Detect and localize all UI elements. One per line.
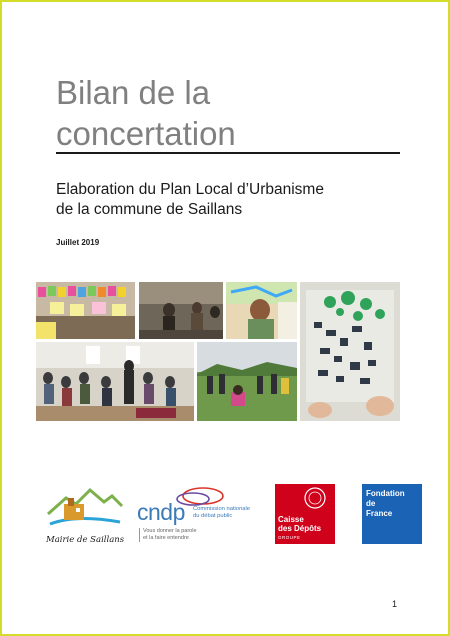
cndp-tagline-2: et la faire entendre	[143, 535, 189, 541]
mairie-logo-text: Mairie de Saillans	[46, 535, 125, 545]
caisse-line-1: Caisse	[278, 515, 304, 524]
cndp-acronym: cndp	[137, 499, 185, 525]
title-line-1: Bilan de la	[56, 74, 211, 111]
title-divider	[56, 152, 400, 154]
caisse-line-2: des Dépôts	[278, 524, 322, 533]
cndp-tagline	[143, 528, 197, 542]
photo-meeting-room	[139, 282, 223, 339]
fondation-de-france-logo	[362, 484, 422, 544]
photo-assembly-hall	[36, 342, 194, 421]
photo-outdoor-group	[197, 342, 297, 421]
fondation-name	[366, 489, 405, 519]
document-date: Juillet 2019	[56, 238, 100, 247]
mountains-village-icon	[46, 484, 124, 528]
fondation-line-3: France	[366, 509, 393, 518]
photo-map-workshop	[300, 282, 400, 421]
cndp-full-name	[193, 506, 250, 520]
caisse-des-depots-logo	[275, 484, 335, 544]
cndp-divider	[139, 528, 140, 542]
subtitle-line-1: Elaboration du Plan Local d’Urbanisme	[56, 181, 324, 198]
document-subtitle	[56, 180, 324, 220]
caisse-groupe: GROUPE	[278, 535, 301, 540]
caisse-seal-icon	[275, 484, 335, 514]
photo-child-drawing	[226, 282, 297, 339]
mairie-saillans-logo	[46, 484, 124, 544]
cndp-line-1: Commission nationale	[193, 506, 251, 512]
page-number: 1	[392, 599, 398, 609]
subtitle-line-2: de la commune de Saillans	[56, 201, 243, 218]
fondation-line-1: Fondation	[366, 489, 405, 498]
caisse-name	[278, 515, 321, 533]
document-title	[56, 72, 236, 154]
cndp-line-2: du débat public	[193, 513, 233, 519]
cndp-tagline-1: Vous donner la parole	[143, 528, 197, 534]
photo-bunting-hall	[36, 282, 135, 339]
cndp-logo	[137, 486, 257, 546]
title-line-2: concertation	[56, 115, 236, 152]
fondation-line-2: de	[366, 499, 376, 508]
